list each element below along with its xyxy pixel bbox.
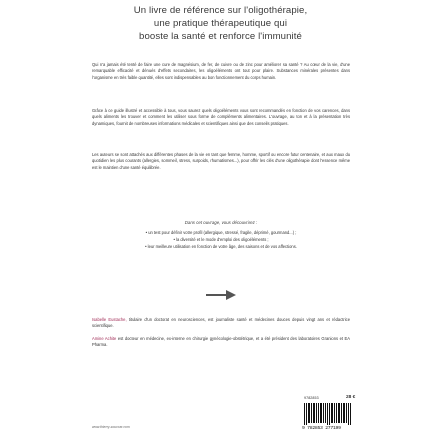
ouvrage-bullet-list [92,229,350,251]
author-bio: est docteur en médecine, ex-interne en chirurgie gynécologie-obstétrique, et a été président des laboratoires Granions et EA Pharma. [92,336,350,348]
price-row [304,396,364,401]
bullet-item: • un test pour définir votre profil (allergique, stressé, fragile, déprimé, gourmand...) ; [145,230,297,235]
headline-line-1: Un livre de référence sur l'oligothérapie, [133,5,308,16]
barcode-digits: 9 782853 277199 [302,426,341,431]
barcode-icon [304,403,352,425]
arrow-right-icon [206,290,236,300]
author-bio-1 [92,317,350,330]
headline [95,5,346,43]
paragraph-text: Les auteurs se sont attachés aux différentes phases de la vie en tant que femme, homme, sportif ou encore futur centenaire, et aux maux du quotidien les plus courants (allergies, sommeil, stress, surpoids, rhumatismes...), pour offrir les clés d'une oligothérapie dont l'essence même est le maintien d'une santé équilibrée. [92,152,350,170]
bullet-item: • la diversité et le mode d'emploi des oligoéléments ; [173,237,269,243]
author-name: Isabelle Eustache, [92,317,127,322]
paragraph-intro [92,62,350,81]
paragraph-text: Grâce à ce guide illustré et accessible à tous, vous saurez quels oligoéléments vous sont recommandés en fonction de vos carences, dans quels aliments les trouver et comment les utiliser sous forme de compléments alimentaires. L'ouvrage, au ton et à la présentation très dynamiques, fournit de nombreuses informations médicales et scientifiques ainsi que des conseils pratiques. [92,108,350,126]
publisher-credit: www.thierry-souccar.com [92,425,130,429]
paragraph-text: Qui n'a jamais été tenté de faire une cure de magnésium, de fer, de cuivre ou de zinc pour améliorer sa santé ? Au cœur de la vie, d'une remarquable efficacité et dénués d'effets secondaires, les oligoéléments ont tout pour plaire. Substances minérales présentes dans l'organisme en très faible quantité, elles sont indispensables au bon fonctionnement du corps humain. [92,62,350,80]
price: 28 € [346,395,356,400]
isbn-small: 9782853 [304,396,319,400]
author-bio: titulaire d'un doctorat en neurosciences, est journaliste santé et médecines douces depuis vingt ans et rédactrice scientifique. [92,317,350,329]
author-bio-2 [92,336,350,349]
paragraph-authors-approach [92,152,350,171]
author-name: Amine Achite [92,336,117,341]
ouvrage-heading: Dans cet ouvrage, vous découvrirez : [184,220,258,225]
paragraph-guide [92,108,350,127]
bullet-item: • leur meilleure utilisation en fonction de votre âge, des saisons et de vos affections. [145,244,297,250]
headline-line-3: booste la santé et renforce l'immunité [139,30,302,42]
headline-line-2: une pratique thérapeutique qui [153,17,288,29]
